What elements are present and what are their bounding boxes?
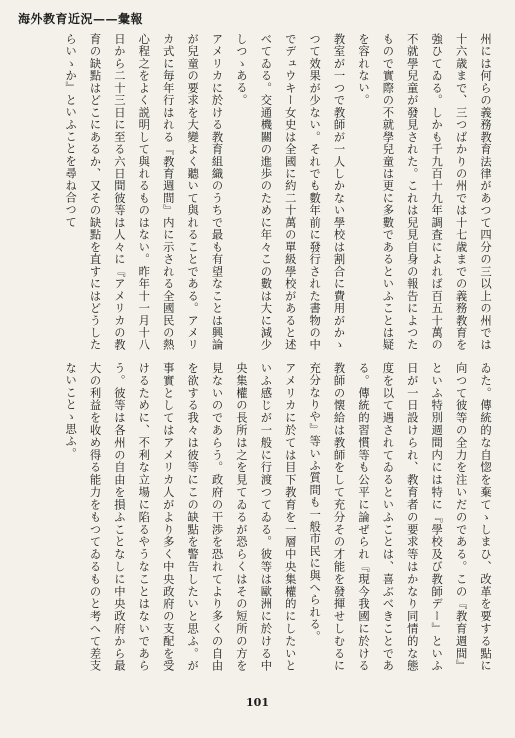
lower-text-block [17, 362, 497, 672]
paragraph: 教室が一つで教師が一人しかない學校は割合に費用がかゝつて效果が少ない。それでも數年前に發行された書物の中でデュウキー女史は全國に約二十萬の單級學校があると述べてゐる。交通機關の進歩のために年々この數は大に減少しつゝある。 [234, 33, 346, 351]
page-number: 101 [246, 696, 269, 709]
paragraph: アメリカに於ける教育組織のうちで最も有望なことは興論が兒童の要求を大變よく聽いて與れることである。アメリカ式に毎年行はれる『教育週間』内に示される全國民の熱心程之をよく説明して與れるものはない。昨年十一月十八日から二十三日に至る六日間彼等は人々に『アメリカの教育の缺點はどこにあるか、又その缺點を直すにはどうしたらいゝか』といふことを尋ね合つて [64, 33, 224, 351]
paragraph: アメリカに於ては目下教育を一層中央集權的にしたいといふ感じが一般に行渡つてゐる。彼等は歐洲に於ける中央集權の長所は之を見てゐるが恐らくはその短所の方を見ないのであらう。政府の干渉を恐れてより多くの自由を欲する我々は彼等にこの缺點を警告したいと思ふ。が事實としてはアメリカ人がより多く中央政府の支配を受けるために、不利な立場に陷るやうなことはないであらう。彼等は各州の自由を損ふことなしに中央政府から最大の利益を收め得る能力をもつてゐるものと考へて差支ないことゝ思ふ。 [64, 362, 297, 672]
paragraph: 州には何らの義務教育法律があつて四分の三以上の州では十六歳まで、三つばかりの州では十七歳までの義務教育を強ひてゐる。しかも千九百十九年調査によれば百五十萬の不就學兒童が發見された。これは兒見自身の報告によつたもので實際の不就學兒童は更に多數であるといふことは疑を容れない。 [356, 33, 492, 351]
paragraph: ゐた。傳統的な自惚を棄てゝしまひ、改革を要する點に向つて彼等の全力を注いだのである。この『教育週間』といふ特別週間内には特に『學校及び教師デー』といふ日が一日設けられ、教育者の要求等はかなり同情的な態度を以て遇されてゐるといふことは、喜ぶべきことである。傳統的習慣等も公平に論ぜられ『現今我國に於ける教師の懐給は教師をして充分その才能を發揮せしむるに充分なりや』等いふ質問も一般市民に與へられる。 [308, 362, 492, 672]
running-header: 海外教育近況——彙報 [18, 12, 144, 26]
upper-text-block [17, 33, 497, 351]
